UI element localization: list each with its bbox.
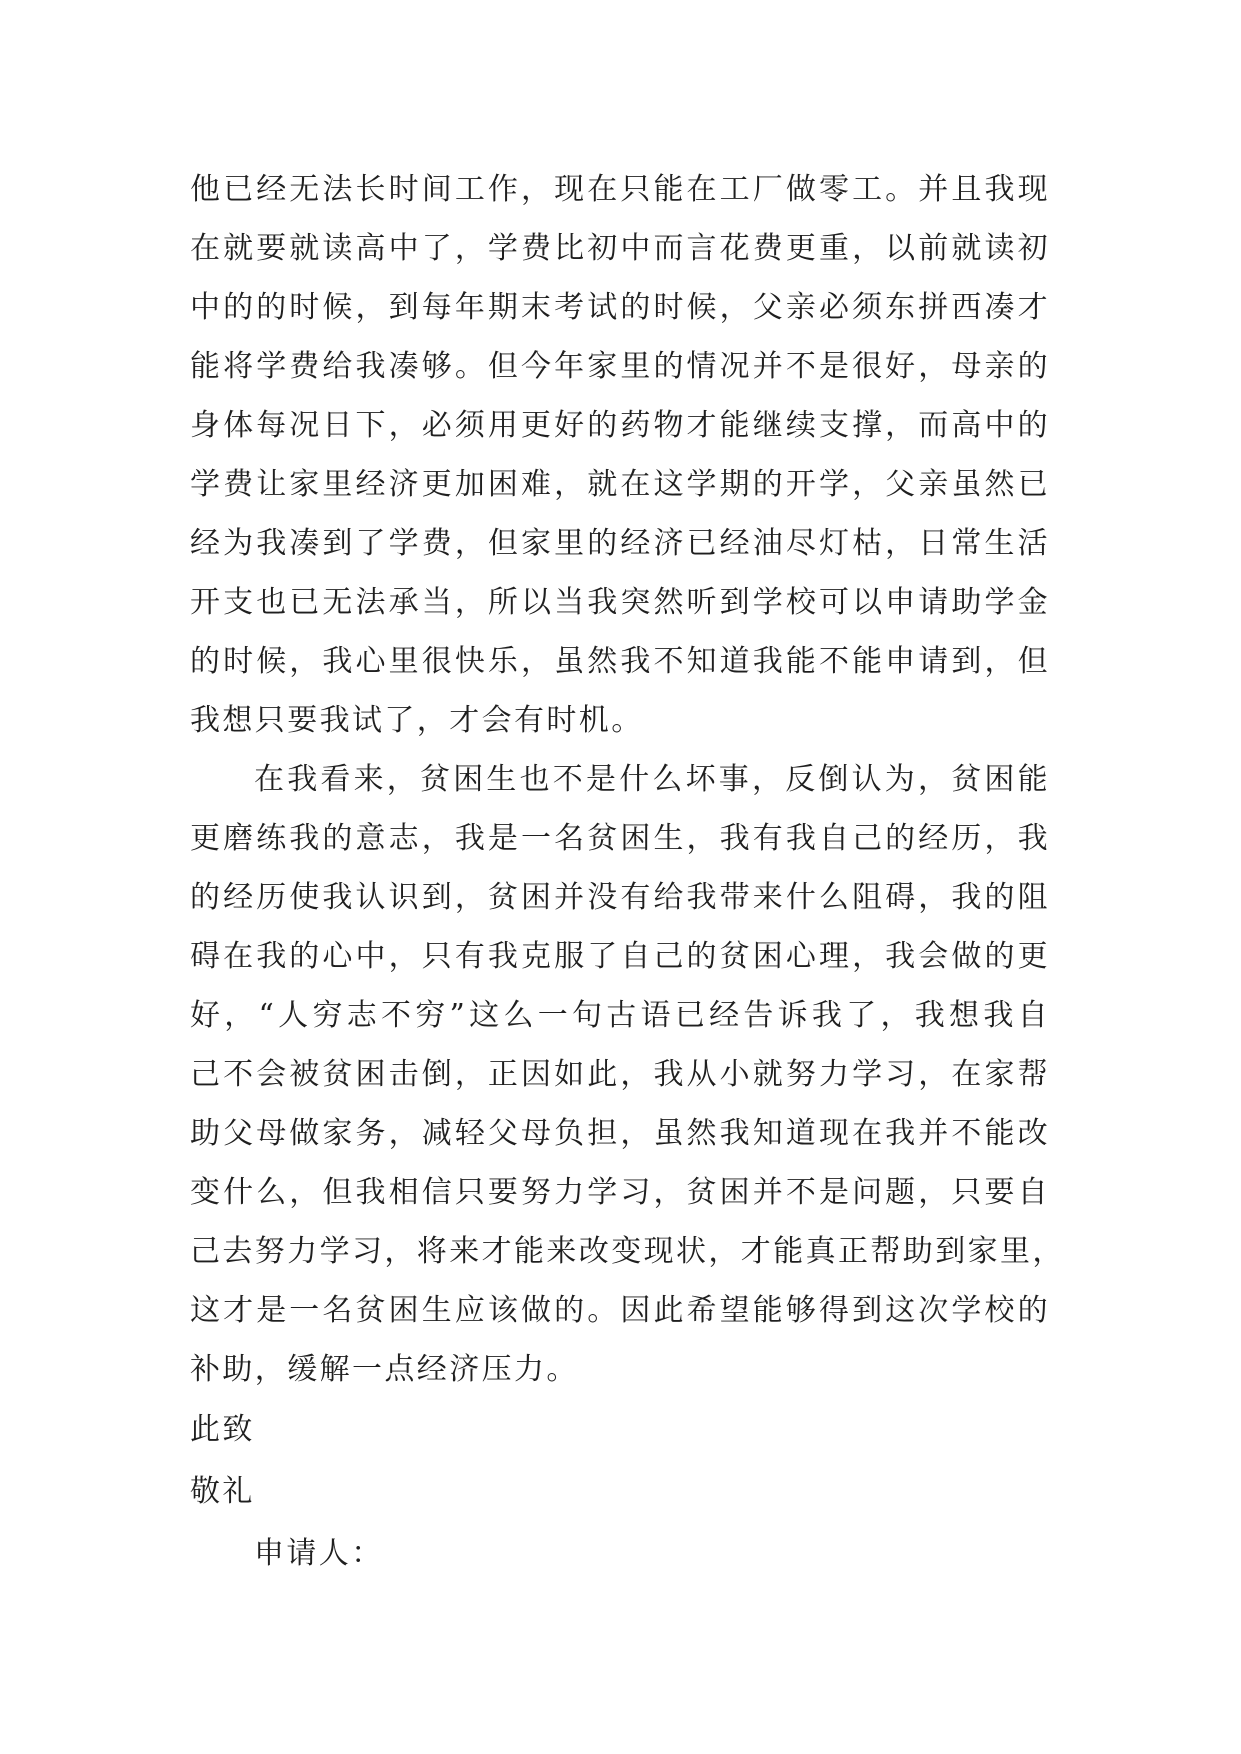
text-line: 学费让家里经济更加困难，就在这学期的开学，父亲虽然已 [190, 467, 1050, 502]
text-line: 这才是一名贫困生应该做的。因此希望能够得到这次学校的 [190, 1293, 1050, 1328]
text-line: 的时候，我心里很快乐，虽然我不知道我能不能申请到，但 [190, 644, 1050, 679]
text-line: 己不会被贫困击倒，正因如此，我从小就努力学习，在家帮 [190, 1057, 1050, 1092]
text-line: 更磨练我的意志，我是一名贫困生，我有我自己的经历，我 [190, 821, 1050, 856]
letter-body [190, 160, 1065, 1585]
regards: 敬礼 [190, 1474, 255, 1509]
text-line: 碍在我的心中，只有我克服了自己的贫困心理，我会做的更 [190, 939, 1050, 974]
text-line: 中的的时候，到每年期末考试的时候，父亲必须东拼西凑才 [190, 290, 1050, 325]
text-line: 我想只要我试了，才会有时机。 [190, 703, 644, 738]
text-line: 的经历使我认识到，贫困并没有给我带来什么阻碍，我的阻 [190, 880, 1050, 915]
text-line: 在就要就读高中了，学费比初中而言花费更重，以前就读初 [190, 231, 1050, 266]
paragraph-1 [190, 160, 1050, 750]
text-line: 助父母做家务，减轻父母负担，虽然我知道现在我并不能改 [190, 1116, 1050, 1151]
paragraph-2 [190, 750, 1065, 1399]
letter-closing [190, 1399, 1050, 1585]
signature-label: 申请人： [254, 1536, 384, 1571]
text-line: 身体每况日下，必须用更好的药物才能继续支撑，而高中的 [190, 408, 1050, 443]
text-line: 他已经无法长时间工作，现在只能在工厂做零工。并且我现 [190, 172, 1050, 207]
text-line: 变什么，但我相信只要努力学习，贫困并不是问题，只要自 [190, 1175, 1050, 1210]
text-line: 好，“人穷志不穷”这么一句古语已经告诉我了，我想我自 [190, 998, 1050, 1033]
salutation: 此致 [190, 1412, 255, 1447]
text-line: 能将学费给我凑够。但今年家里的情况并不是很好，母亲的 [190, 349, 1050, 384]
text-line: 己去努力学习，将来才能来改变现状，才能真正帮助到家里， [190, 1234, 1065, 1269]
text-line: 经为我凑到了学费，但家里的经济已经油尽灯枯，日常生活 [190, 526, 1050, 561]
text-line: 补助，缓解一点经济压力。 [190, 1352, 579, 1387]
text-line: 在我看来，贫困生也不是什么坏事，反倒认为，贫困能 [254, 762, 1050, 797]
text-line: 开支也已无法承当，所以当我突然听到学校可以申请助学金 [190, 585, 1050, 620]
